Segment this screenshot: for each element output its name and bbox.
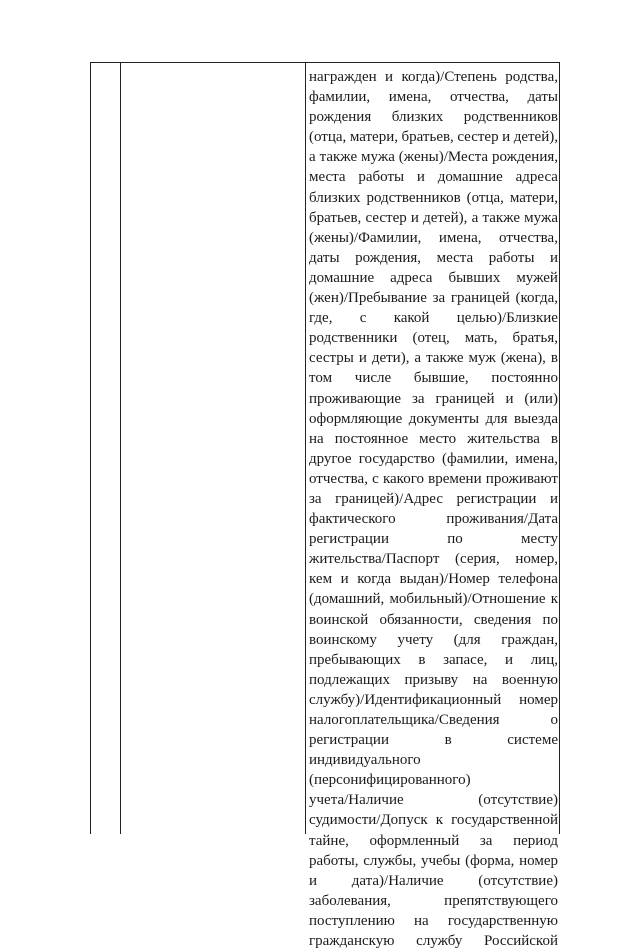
text-word: рождения, — [492, 149, 558, 166]
text-word: за — [432, 290, 446, 307]
text-word: подлежащих — [309, 671, 390, 688]
table-column-divider-1 — [120, 62, 121, 834]
table-cell-text — [309, 67, 558, 951]
text-word: близких — [391, 109, 444, 126]
text-word: работы — [488, 249, 535, 266]
text-word: государство — [358, 450, 435, 467]
text-word: места — [436, 249, 474, 266]
text-word: а — [414, 350, 422, 367]
text-word: за — [309, 490, 322, 507]
text-word: заболевания, — [309, 892, 391, 909]
text-word: и — [309, 872, 318, 889]
text-word: воинскому — [309, 631, 377, 648]
text-line — [309, 308, 558, 328]
text-word: дети), — [371, 350, 410, 367]
text-word: проживающие — [309, 390, 402, 407]
text-line — [309, 127, 558, 147]
table-left-border — [90, 62, 91, 834]
text-word: постоянно — [491, 370, 558, 387]
text-word: отчества, — [309, 470, 368, 487]
text-word: (для — [453, 631, 481, 648]
text-line — [309, 208, 558, 228]
text-word: постоянное — [334, 430, 409, 447]
text-word: выезда — [514, 410, 558, 427]
text-word: места — [309, 169, 346, 186]
text-word: службы, — [363, 852, 417, 869]
text-word: в — [418, 651, 426, 668]
text-line — [309, 650, 558, 670]
text-line — [309, 610, 558, 630]
text-line — [309, 167, 558, 187]
text-word: и — [385, 69, 394, 85]
text-word: рождения — [309, 109, 372, 126]
text-word: на — [472, 671, 488, 688]
text-word: детей), — [513, 129, 558, 146]
text-word: на — [414, 912, 429, 929]
text-word: лиц, — [530, 651, 558, 668]
text-word: работы, — [309, 852, 359, 869]
text-word: в — [550, 430, 558, 447]
text-word: домашние — [437, 169, 503, 186]
text-word: системе — [507, 732, 558, 749]
text-word: (жены)/Места — [398, 149, 489, 166]
text-word: братья, — [512, 330, 558, 347]
text-line — [309, 931, 558, 951]
text-line — [309, 911, 558, 931]
text-word: (отсутствие) — [478, 792, 558, 809]
text-word: месту — [520, 531, 558, 548]
text-word: родственников — [366, 189, 461, 206]
text-line — [309, 690, 558, 710]
text-line — [309, 810, 558, 830]
text-word: с — [372, 470, 379, 487]
text-line — [309, 328, 558, 348]
text-word: пребывающих — [309, 651, 401, 668]
text-line — [309, 871, 558, 891]
text-line — [309, 248, 558, 268]
text-word: с — [359, 310, 367, 327]
text-word: адреса — [390, 269, 433, 286]
text-word: место — [419, 430, 457, 447]
text-line — [309, 228, 558, 248]
text-line — [309, 409, 558, 429]
text-word: целью)/Близкие — [456, 310, 558, 327]
text-word: мужа — [361, 149, 395, 166]
text-word: службу)/Идентификационный — [309, 691, 502, 708]
text-word: матери, — [349, 129, 398, 146]
text-word: дата)/Наличие — [351, 872, 444, 889]
text-word: и — [340, 571, 349, 588]
text-line — [309, 288, 558, 308]
text-word: (отца, — [466, 189, 504, 206]
text-line — [309, 368, 558, 388]
text-word: братьев, — [309, 209, 362, 226]
text-word: номер, — [515, 551, 558, 568]
text-word: Российской — [484, 933, 558, 950]
text-word: (серия, — [455, 551, 500, 568]
text-word: оформленный — [369, 832, 460, 849]
text-word: (когда, — [515, 290, 558, 307]
text-word: какого — [382, 470, 424, 487]
text-word: и — [410, 209, 419, 226]
text-word: (домашний, — [309, 591, 385, 608]
text-word: (форма, — [465, 852, 515, 869]
text-word: для — [485, 410, 508, 427]
text-word: (жены)/Фамилии, — [309, 229, 422, 246]
text-word: также — [426, 350, 464, 367]
text-word: службу — [416, 933, 463, 950]
text-word: воинской — [309, 611, 369, 628]
text-word: бывшие, — [413, 370, 469, 387]
text-word: родства, — [505, 69, 558, 85]
text-word: проживания/Дата — [446, 511, 558, 528]
text-word: о — [550, 712, 558, 728]
text-word: препятствующего — [444, 892, 558, 909]
text-word: а — [309, 149, 316, 166]
text-word: регистрации — [309, 531, 389, 548]
text-line — [309, 188, 558, 208]
text-line — [309, 750, 558, 770]
text-word: жительства/Паспорт — [309, 551, 440, 568]
text-word: проживают — [485, 470, 558, 487]
text-word: учебы — [420, 852, 461, 869]
text-word: близких — [309, 189, 361, 206]
text-word: мужей — [516, 269, 558, 286]
text-line — [309, 851, 558, 871]
text-word: даты — [309, 249, 340, 266]
text-word: кем — [309, 571, 333, 588]
text-word: и — [505, 390, 514, 407]
text-word: рождения, — [355, 249, 422, 266]
text-word: и — [549, 249, 558, 266]
text-word: (отсутствие) — [478, 872, 558, 889]
text-word: и — [505, 651, 514, 668]
text-word: родственников — [463, 109, 558, 126]
text-word: сестер — [457, 129, 499, 146]
text-word: когда)/Степень — [401, 69, 497, 85]
text-word: (жена), — [500, 350, 546, 367]
text-word: имена, — [388, 89, 432, 106]
text-word: регистрации — [456, 490, 537, 507]
text-word: отчества, — [449, 89, 509, 106]
text-word: в — [444, 732, 452, 749]
table-column-divider-2 — [305, 62, 306, 834]
text-word: тайне, — [309, 832, 349, 849]
text-word: государственную — [447, 912, 558, 929]
text-word: сестры — [309, 350, 354, 367]
text-word: и — [502, 129, 511, 146]
text-line — [309, 589, 558, 609]
text-line — [309, 670, 558, 690]
text-line — [309, 449, 558, 469]
text-word: выдан)/Номер — [399, 571, 490, 588]
text-word: награжден — [309, 69, 377, 85]
text-word: когда — [357, 571, 391, 588]
text-line — [309, 509, 558, 529]
text-word: также — [319, 149, 358, 166]
text-word: документы — [408, 410, 480, 427]
text-word: (персонифицированного) — [309, 772, 471, 789]
text-word: по — [542, 611, 558, 628]
text-word: границей — [435, 390, 495, 407]
text-word: за — [411, 390, 425, 407]
text-word: учета/Наличие — [309, 792, 404, 809]
table-top-border — [90, 62, 560, 63]
text-word: и — [549, 490, 558, 507]
text-word: учету — [397, 631, 434, 648]
text-word: также — [482, 209, 520, 226]
text-word: и — [416, 169, 425, 186]
text-word: мобильный)/Отношение — [389, 591, 546, 608]
text-word: времени — [428, 470, 482, 487]
text-line — [309, 67, 558, 87]
text-word: период — [513, 832, 558, 849]
text-line — [309, 569, 558, 589]
text-word: какой — [393, 310, 430, 327]
text-line — [309, 348, 558, 368]
text-word: адреса — [515, 169, 558, 186]
text-line — [309, 268, 558, 288]
text-line — [309, 549, 558, 569]
text-word: к — [550, 591, 558, 608]
text-word: мужа — [524, 209, 558, 226]
text-line — [309, 891, 558, 911]
text-word: запасе, — [443, 651, 488, 668]
text-word: братьев, — [401, 129, 454, 146]
text-line — [309, 489, 558, 509]
text-word: поступлению — [309, 912, 395, 929]
text-word: номер — [519, 691, 558, 708]
text-word: граждан, — [501, 631, 558, 648]
text-word: за — [479, 832, 493, 849]
text-word: (фамилии, — [442, 450, 509, 467]
text-word: даты — [527, 89, 558, 106]
text-word: родственники — [309, 330, 398, 347]
text-word: домашние — [309, 269, 375, 286]
text-word: том — [309, 370, 333, 387]
text-line — [309, 429, 558, 449]
text-word: оформляющие — [309, 410, 403, 427]
text-line — [309, 770, 558, 790]
text-word: судимости/Допуск — [309, 812, 428, 829]
text-word: фактического — [309, 511, 396, 528]
text-word: другое — [309, 450, 352, 467]
text-word: бывших — [448, 269, 501, 286]
text-word: отчества, — [499, 229, 558, 246]
text-line — [309, 790, 558, 810]
text-word: по — [447, 531, 463, 548]
text-word: гражданскую — [309, 933, 395, 950]
text-word: номер — [519, 852, 558, 869]
text-word: где, — [309, 310, 333, 327]
text-word: (жен)/Пребывание — [309, 290, 427, 307]
text-line — [309, 630, 558, 650]
text-line — [309, 147, 558, 167]
text-word: границей)/Адрес — [335, 490, 443, 507]
text-word: на — [309, 430, 324, 447]
text-word: (отец, — [412, 330, 450, 347]
text-word: жительства — [467, 430, 540, 447]
text-line — [309, 710, 558, 730]
text-word: (отца, — [309, 129, 347, 146]
text-word: индивидуального — [309, 752, 421, 769]
text-word: границей — [450, 290, 510, 307]
text-line — [309, 107, 558, 127]
text-word: (или) — [524, 390, 558, 407]
text-word: мать, — [464, 330, 498, 347]
text-line — [309, 529, 558, 549]
text-word: к — [435, 812, 444, 829]
text-word: имена, — [438, 229, 482, 246]
text-line — [309, 87, 558, 107]
table-right-border — [559, 62, 560, 834]
text-line — [309, 389, 558, 409]
text-word: имена, — [515, 450, 558, 467]
text-line — [309, 831, 558, 851]
text-word: призыву — [404, 671, 459, 688]
text-word: муж — [468, 350, 496, 367]
text-word: военную — [501, 671, 558, 688]
text-word: сестер — [365, 209, 407, 226]
text-word: телефона — [498, 571, 558, 588]
text-word: фамилии, — [309, 89, 371, 106]
text-word: и — [358, 350, 367, 367]
text-word: обязанности, — [379, 611, 463, 628]
text-word: работы — [358, 169, 405, 186]
text-word: матери, — [509, 189, 558, 206]
text-word: а — [471, 209, 479, 226]
text-line — [309, 730, 558, 750]
text-word: детей), — [423, 209, 468, 226]
text-word: сведения — [473, 611, 532, 628]
text-word: государственной — [451, 812, 558, 829]
text-word: налогоплательщика/Сведения — [309, 712, 500, 728]
text-line — [309, 469, 558, 489]
text-word: регистрации — [309, 732, 389, 749]
text-word: в — [550, 350, 558, 367]
text-word: числе — [354, 370, 392, 387]
